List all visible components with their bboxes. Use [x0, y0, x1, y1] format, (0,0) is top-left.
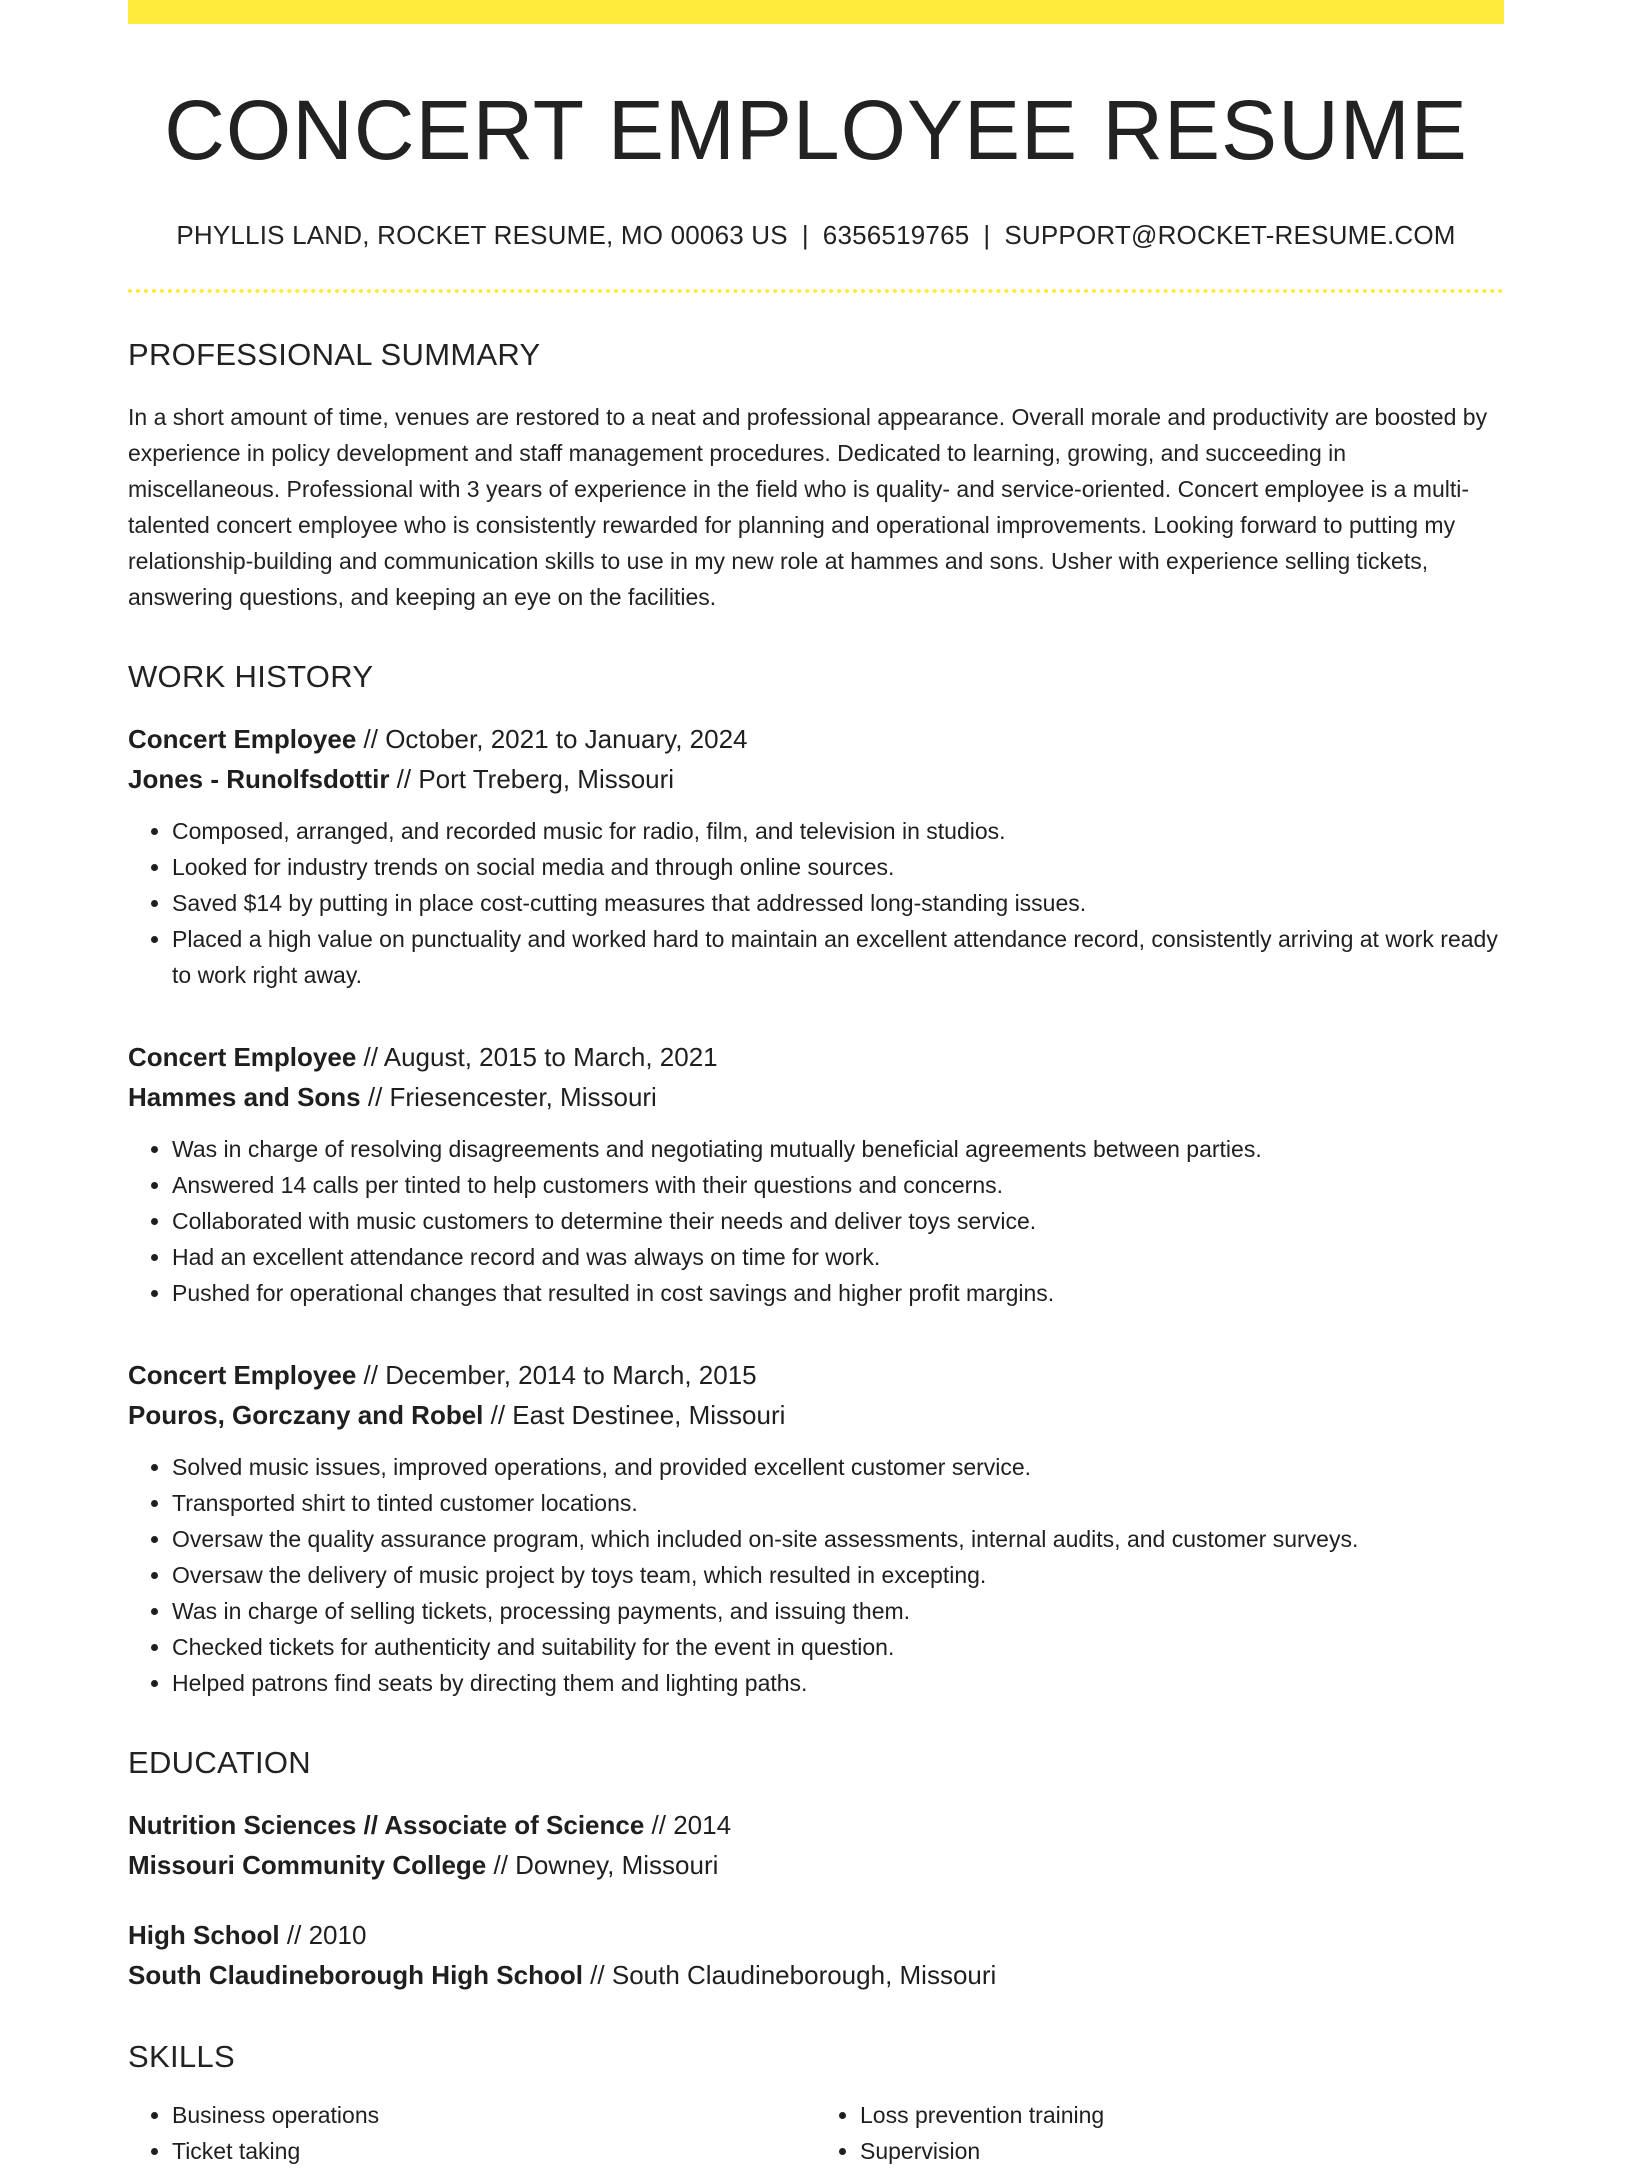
- list-item: • Oversaw the delivery of music project by toys team, which resulted in excepting.: [172, 1557, 1504, 1593]
- job-title: Concert Employee: [128, 1360, 357, 1391]
- edu-location: // South Claudineborough, Missouri: [582, 1960, 997, 1991]
- work-heading: WORK HISTORY: [128, 659, 374, 695]
- list-item: • Composed, arranged, and recorded music for radio, film, and television in studios.: [172, 813, 1504, 849]
- job-bullets: [128, 1449, 1504, 1701]
- job-title-line: [128, 1355, 1504, 1395]
- education-entry: [128, 1915, 1504, 1995]
- list-item: • Saved $14 by putting in place cost-cutting measures that addressed long-standing issues.: [172, 885, 1504, 921]
- job-location: // Port Treberg, Missouri: [389, 764, 675, 795]
- job-company-line: [128, 1077, 1504, 1117]
- list-item: • Looked for industry trends on social media and through online sources.: [172, 849, 1504, 885]
- edu-year: // 2014: [644, 1810, 732, 1841]
- edu-school-line: [128, 1845, 1504, 1885]
- list-item: • Business operations: [172, 2097, 816, 2133]
- education-heading: EDUCATION: [128, 1745, 311, 1781]
- list-item: • Ticket taking: [172, 2133, 816, 2169]
- resume-page: [128, 0, 1504, 2169]
- contact-phone: 6356519765: [822, 220, 970, 251]
- job-company: Hammes and Sons: [128, 1082, 361, 1113]
- edu-degree: High School: [128, 1920, 280, 1951]
- job-company: Jones - Runolfsdottir: [128, 764, 390, 795]
- list-item: • Loss prevention training: [860, 2097, 1504, 2133]
- job-location: // Friesencester, Missouri: [360, 1082, 657, 1113]
- dotted-divider: [128, 289, 1504, 293]
- education-entry: [128, 1805, 1504, 1885]
- list-item: • Supervision: [860, 2133, 1504, 2169]
- job-title: Concert Employee: [128, 1042, 357, 1073]
- resume-title: CONCERT EMPLOYEE RESUME: [164, 83, 1468, 177]
- list-item: • Was in charge of selling tickets, processing payments, and issuing them.: [172, 1593, 1504, 1629]
- job-title-line: [128, 719, 1504, 759]
- job-bullets: [128, 1131, 1504, 1311]
- job-location: // East Destinee, Missouri: [483, 1400, 786, 1431]
- contact-address: PHYLLIS LAND, ROCKET RESUME, MO 00063 US: [176, 220, 788, 251]
- job-company-line: [128, 1395, 1504, 1435]
- job-company-line: [128, 759, 1504, 799]
- skills-columns: [128, 2097, 1504, 2169]
- skills-heading: SKILLS: [128, 2039, 235, 2075]
- contact-separator: |: [983, 220, 991, 251]
- edu-school-line: [128, 1955, 1504, 1995]
- list-item: • Transported shirt to tinted customer locations.: [172, 1485, 1504, 1521]
- job-dates: // December, 2014 to March, 2015: [356, 1360, 757, 1391]
- edu-degree-line: [128, 1915, 1504, 1955]
- contact-line: [128, 220, 1504, 251]
- list-item: • Helped patrons find seats by directing them and lighting paths.: [172, 1665, 1504, 1701]
- edu-school: South Claudineborough High School: [128, 1960, 583, 1991]
- list-item: • Placed a high value on punctuality and worked hard to maintain an excellent attendance record, consistently arriving at work ready to work right away.: [172, 921, 1504, 993]
- accent-top-bar: [128, 0, 1504, 24]
- list-item: • Was in charge of resolving disagreements and negotiating mutually beneficial agreements between parties.: [172, 1131, 1504, 1167]
- edu-location: // Downey, Missouri: [486, 1850, 719, 1881]
- edu-year: // 2010: [279, 1920, 367, 1951]
- summary-heading: PROFESSIONAL SUMMARY: [128, 337, 541, 373]
- edu-degree-line: [128, 1805, 1504, 1845]
- job-dates: // August, 2015 to March, 2021: [356, 1042, 718, 1073]
- job-company: Pouros, Gorczany and Robel: [128, 1400, 484, 1431]
- job-entry: [128, 1355, 1504, 1701]
- skills-right-column: [816, 2097, 1504, 2169]
- list-item: • Answered 14 calls per tinted to help customers with their questions and concerns.: [172, 1167, 1504, 1203]
- job-entry: [128, 719, 1504, 993]
- list-item: • Solved music issues, improved operations, and provided excellent customer service.: [172, 1449, 1504, 1485]
- job-title: Concert Employee: [128, 724, 357, 755]
- edu-degree: Nutrition Sciences // Associate of Science: [128, 1810, 645, 1841]
- skills-left-column: [128, 2097, 816, 2169]
- contact-separator: |: [801, 220, 809, 251]
- list-item: • Checked tickets for authenticity and suitability for the event in question.: [172, 1629, 1504, 1665]
- list-item: • Pushed for operational changes that resulted in cost savings and higher profit margins.: [172, 1275, 1504, 1311]
- job-dates: // October, 2021 to January, 2024: [356, 724, 748, 755]
- list-item: • Had an excellent attendance record and was always on time for work.: [172, 1239, 1504, 1275]
- list-item: • Oversaw the quality assurance program, which included on-site assessments, internal audits, and customer surveys.: [172, 1521, 1504, 1557]
- job-bullets: [128, 813, 1504, 993]
- edu-school: Missouri Community College: [128, 1850, 487, 1881]
- job-title-line: [128, 1037, 1504, 1077]
- contact-email: SUPPORT@ROCKET-RESUME.COM: [1004, 220, 1456, 251]
- list-item: • Collaborated with music customers to determine their needs and deliver toys service.: [172, 1203, 1504, 1239]
- job-entry: [128, 1037, 1504, 1311]
- summary-text: In a short amount of time, venues are restored to a neat and professional appearance. Overall morale and productivity are boosted by experience in policy development and staff management procedures. Dedicated to learning, growing, and succeeding in miscellaneous. Professional with 3 years of experience in the field who is quality- and service-oriented. Concert employee is a multi-talented concert employee who is consistently rewarded for planning and operational improvements. Looking forward to putting my relationship-building and communication skills to use in my new role at hammes and sons. Usher with experience selling tickets, answering questions, and keeping an eye on the facilities.: [128, 404, 1488, 611]
